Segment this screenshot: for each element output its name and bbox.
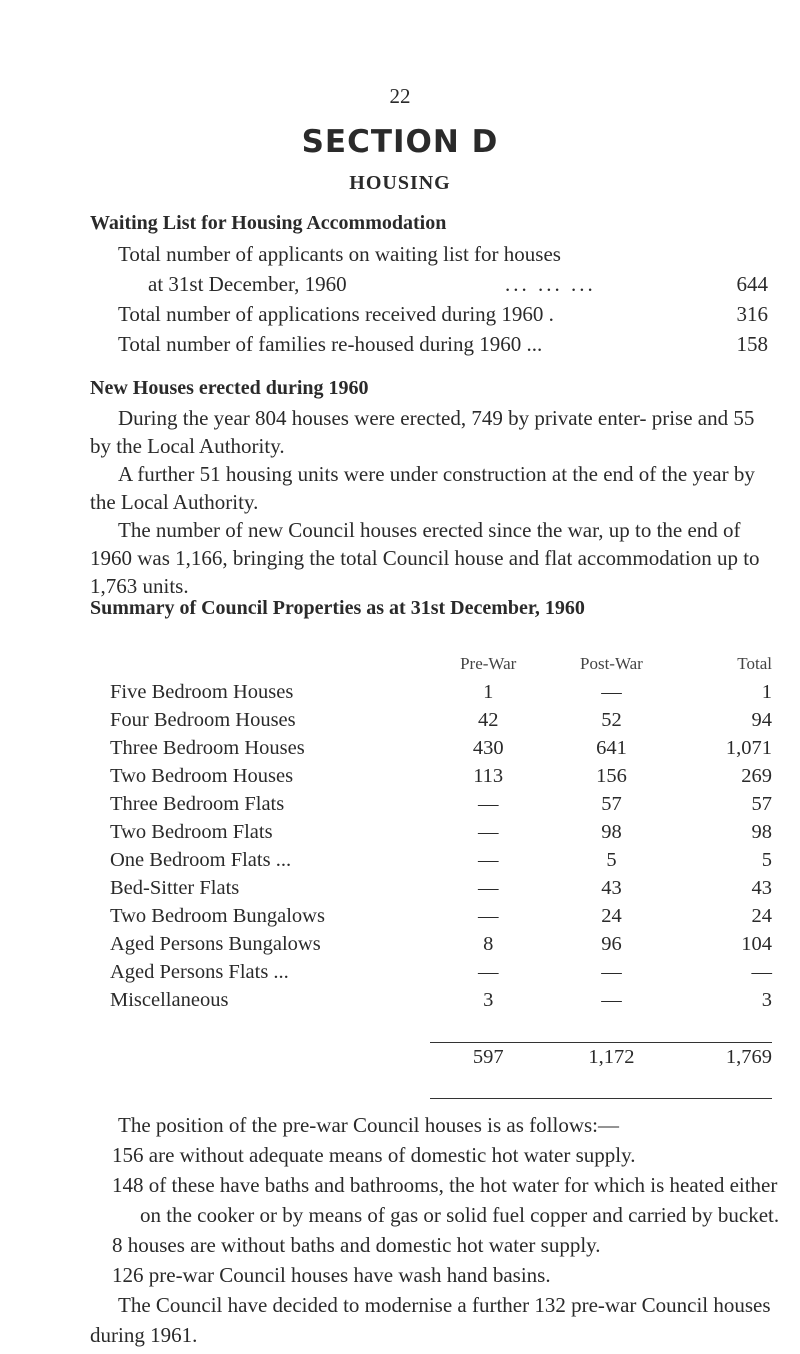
- row-label: Three Bedroom Houses: [110, 737, 305, 759]
- post-war-value: 96: [601, 933, 622, 955]
- waiting-value-applicants: 644: [736, 272, 768, 296]
- section-subtitle: HOUSING: [349, 172, 451, 194]
- pre-war-value: 8: [483, 933, 494, 955]
- new-houses-paragraph-1: [90, 404, 768, 460]
- summary-rule-row: [110, 1014, 772, 1042]
- summary-row: [110, 930, 772, 958]
- summary-heading: Summary of Council Properties as at 31st December, 1960: [90, 597, 585, 619]
- summary-row: [110, 874, 772, 902]
- waiting-value-rehoused: 158: [736, 332, 768, 356]
- summary-row: [110, 678, 772, 706]
- pre-war-value: 430: [472, 737, 504, 759]
- pre-war-total: 597: [472, 1045, 504, 1068]
- summary-row: [110, 762, 772, 790]
- post-war-value: —: [601, 989, 622, 1011]
- new-houses-p1-text: During the year 804 houses were erected, 749 by private enter- prise and 55 by the Local Authority.: [90, 406, 755, 458]
- total-value: 1,071: [725, 737, 772, 759]
- position-intro: The position of the pre-war Council houses is as follows:—: [118, 1113, 620, 1137]
- row-label: One Bedroom Flats ...: [110, 849, 292, 871]
- post-war-value: 156: [596, 765, 627, 787]
- summary-row: [110, 846, 772, 874]
- column-total: Total: [737, 654, 772, 673]
- summary-bottom-rule-row: [110, 1071, 772, 1099]
- position-item-4: 126 pre-war Council houses have wash hand basins.: [112, 1263, 551, 1287]
- pre-war-value: 3: [483, 989, 494, 1011]
- total-value: —: [751, 961, 772, 983]
- page-number: 22: [389, 84, 411, 108]
- summary-header-row: [110, 650, 772, 678]
- row-label: Two Bedroom Flats: [110, 821, 273, 843]
- grand-total: 1,769: [725, 1045, 772, 1068]
- new-houses-paragraph-3: [90, 516, 768, 600]
- summary-row: [110, 958, 772, 986]
- total-value: 43: [751, 877, 772, 899]
- waiting-dots-1: ... ... ...: [505, 272, 596, 296]
- pre-war-value: —: [477, 905, 499, 927]
- total-value: 5: [761, 849, 772, 871]
- new-houses-heading: New Houses erected during 1960: [90, 377, 369, 399]
- post-war-value: —: [601, 961, 622, 983]
- summary-totals-row: [110, 1042, 772, 1071]
- pre-war-value: —: [477, 849, 499, 871]
- position-item-3: 8 houses are without baths and domestic hot water supply.: [112, 1233, 601, 1257]
- row-label: Two Bedroom Bungalows: [110, 905, 325, 927]
- summary-row: [110, 790, 772, 818]
- row-label: Bed-Sitter Flats: [110, 877, 240, 899]
- waiting-value-applications: 316: [736, 302, 768, 326]
- row-label: Three Bedroom Flats: [110, 793, 285, 815]
- pre-war-value: —: [477, 961, 499, 983]
- post-war-value: 24: [601, 905, 622, 927]
- total-value: 98: [751, 821, 772, 843]
- row-label: Two Bedroom Houses: [110, 765, 294, 787]
- total-value: 24: [751, 905, 772, 927]
- summary-row: [110, 986, 772, 1014]
- pre-war-value: 1: [483, 681, 494, 703]
- new-houses-text: [90, 404, 768, 600]
- totals-label: [110, 1042, 430, 1071]
- section-title: SECTION D: [301, 124, 499, 160]
- post-war-value: 5: [606, 849, 617, 871]
- post-war-value: 43: [601, 877, 622, 899]
- new-houses-paragraph-2: [90, 460, 768, 516]
- waiting-line-3: Total number of families re-housed during 1960 ...: [118, 332, 543, 356]
- new-houses-p2-text: A further 51 housing units were under construction at the end of the year by the Local Authority.: [90, 462, 755, 514]
- new-houses-p3-text: The number of new Council houses erected since the war, up to the end of 1960 was 1,166, bringing the total Council house and flat accommodation up to 1,763 units.: [90, 518, 760, 598]
- post-war-value: —: [601, 681, 622, 703]
- waiting-line-2: Total number of applications received during 1960 .: [118, 302, 554, 326]
- waiting-list-heading: Waiting List for Housing Accommodation: [90, 212, 447, 234]
- waiting-line-1a: Total number of applicants on waiting list for houses: [118, 242, 561, 266]
- row-label: Five Bedroom Houses: [110, 681, 294, 703]
- summary-table: [110, 650, 772, 1099]
- row-label: Four Bedroom Houses: [110, 709, 296, 731]
- post-war-value: 641: [596, 737, 627, 759]
- pre-war-value: —: [477, 793, 499, 815]
- post-war-value: 57: [601, 793, 622, 815]
- waiting-line-1b: at 31st December, 1960: [148, 272, 347, 296]
- summary-row: [110, 818, 772, 846]
- total-value: 3: [761, 989, 772, 1011]
- post-war-value: 52: [601, 709, 622, 731]
- summary-row: [110, 734, 772, 762]
- pre-war-position-text: [90, 1110, 780, 1350]
- position-item-5: The Council have decided to modernise a further 132 pre-war Council houses during 1961.: [90, 1293, 771, 1347]
- post-war-value: 98: [601, 821, 622, 843]
- pre-war-value: 113: [473, 765, 504, 787]
- total-value: 94: [751, 709, 772, 731]
- row-label: Miscellaneous: [110, 989, 229, 1011]
- column-post-war: Post-War: [580, 654, 643, 673]
- position-item-1: 156 are without adequate means of domestic hot water supply.: [112, 1143, 636, 1167]
- summary-row: [110, 902, 772, 930]
- row-label: Aged Persons Bungalows: [110, 933, 321, 955]
- total-value: 269: [741, 765, 772, 787]
- total-value: 57: [751, 793, 772, 815]
- pre-war-value: —: [477, 821, 499, 843]
- pre-war-value: —: [477, 877, 499, 899]
- summary-row: [110, 706, 772, 734]
- total-value: 104: [741, 933, 772, 955]
- column-pre-war: Pre-War: [460, 654, 517, 673]
- row-label: Aged Persons Flats ...: [110, 961, 289, 983]
- position-item-2: 148 of these have baths and bathrooms, the hot water for which is heated either on the cooker or by means of gas or solid fuel copper and carried by bucket.: [112, 1173, 780, 1227]
- pre-war-value: 42: [477, 709, 499, 731]
- post-war-total: 1,172: [588, 1045, 635, 1068]
- total-value: 1: [761, 681, 772, 703]
